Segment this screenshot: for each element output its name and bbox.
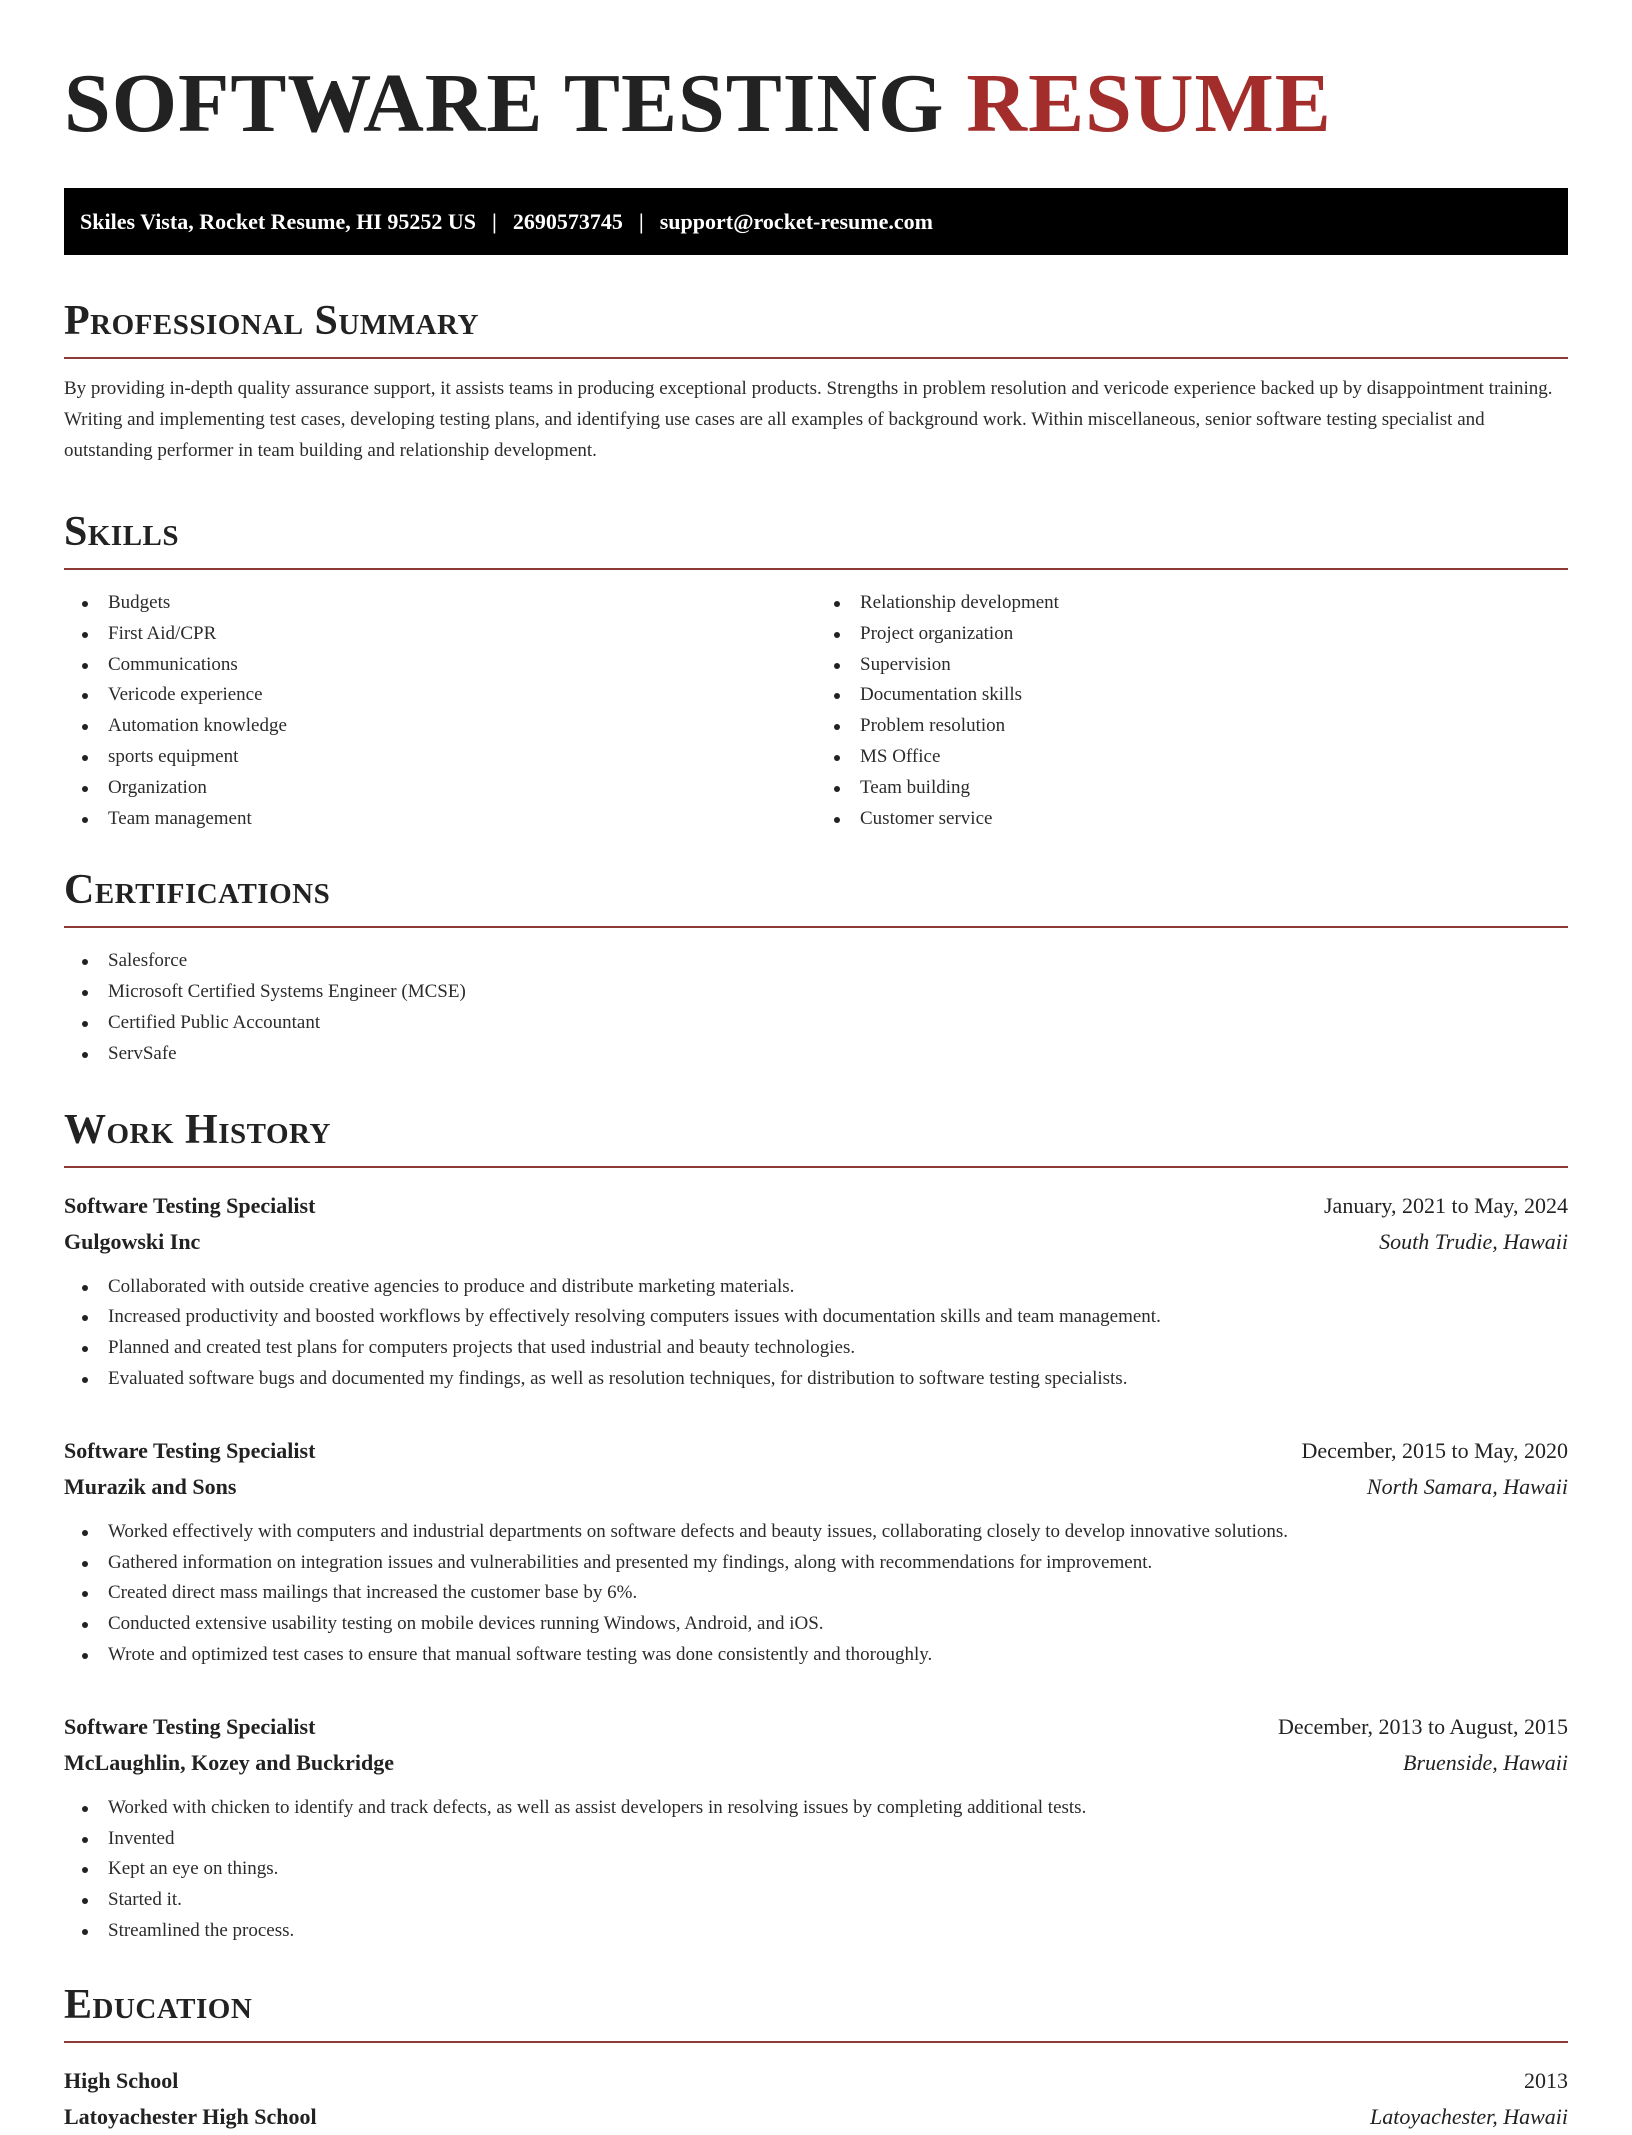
skills-section <box>64 510 1568 834</box>
job-bullet: Kept an eye on things. <box>64 1854 1568 1885</box>
certification-item: Certified Public Accountant <box>64 1008 1568 1039</box>
job-location: South Trudie, Hawaii <box>1379 1228 1568 1254</box>
certifications-section <box>64 868 1568 1069</box>
skill-item: Relationship development <box>816 588 1568 619</box>
skills-heading: Skills <box>64 509 180 555</box>
job-company: McLaughlin, Kozey and Buckridge <box>64 1749 395 1775</box>
job-bullet: Increased productivity and boosted workflows by effectively resolving computers issues with documentation skills and team management. <box>64 1302 1568 1333</box>
job-bullets <box>64 1272 1568 1395</box>
job-bullet: Collaborated with outside creative agencies to produce and distribute marketing materials. <box>64 1272 1568 1303</box>
job-bullet: Invented <box>64 1824 1568 1855</box>
skill-item: Problem resolution <box>816 711 1568 742</box>
section-divider <box>64 2041 1568 2043</box>
job-entry <box>64 1709 1568 1947</box>
title-main: SOFTWARE TESTING <box>64 57 945 150</box>
summary-text: By providing in-depth quality assurance support, it assists teams in producing exceptional products. Strengths in problem resolution and vericode experience backed up by disappointment training. Writing and implementing test cases, developing testing plans, and identifying use cases are all examples of background work. Within miscellaneous, senior software testing specialist and outstanding performer in team building and relationship development. <box>64 378 1553 461</box>
section-divider <box>64 357 1568 359</box>
skills-grid <box>64 570 1568 834</box>
job-bullet: Gathered information on integration issues and vulnerabilities and presented my findings, along with recommendations for improvement. <box>64 1548 1568 1579</box>
skill-item: Supervision <box>816 650 1568 681</box>
skill-item: Organization <box>64 773 816 804</box>
job-bullets <box>64 1517 1568 1671</box>
education-school-row <box>64 2099 1568 2135</box>
work-history-heading: Work History <box>64 1106 331 1153</box>
skills-column-left <box>64 570 816 834</box>
job-bullet: Wrote and optimized test cases to ensure that manual software testing was done consistently and thoroughly. <box>64 1640 1568 1671</box>
skill-item: Team management <box>64 804 816 835</box>
education-header-row <box>64 2063 1568 2099</box>
education-heading: Education <box>64 1981 253 2028</box>
education-location: Latoyachester, Hawaii <box>1370 2103 1568 2129</box>
summary-section <box>64 299 1568 466</box>
job-company-row <box>64 1224 1568 1260</box>
skill-item: Documentation skills <box>816 680 1568 711</box>
job-bullet: Worked effectively with computers and industrial departments on software defects and beauty issues, collaborating closely to develop innovative solutions. <box>64 1517 1568 1548</box>
skill-item: MS Office <box>816 742 1568 773</box>
certification-item: Salesforce <box>64 946 1568 977</box>
section-divider <box>64 926 1568 928</box>
job-bullets <box>64 1793 1568 1947</box>
certification-item: Microsoft Certified Systems Engineer (MCSE) <box>64 977 1568 1008</box>
job-company: Gulgowski Inc <box>64 1228 201 1254</box>
summary-heading: Professional Summary <box>64 298 479 344</box>
job-header-row <box>64 1709 1568 1745</box>
job-header-row <box>64 1433 1568 1469</box>
skills-list-right <box>816 588 1568 834</box>
job-bullet: Planned and created test plans for computers projects that used industrial and beauty technologies. <box>64 1333 1568 1364</box>
contact-phone: 2690573745 <box>512 208 623 234</box>
skill-item: sports equipment <box>64 742 816 773</box>
job-title: Software Testing Specialist <box>64 1437 316 1463</box>
job-location: North Samara, Hawaii <box>1366 1473 1568 1499</box>
job-title: Software Testing Specialist <box>64 1192 316 1218</box>
certification-item: ServSafe <box>64 1039 1568 1070</box>
job-bullet: Evaluated software bugs and documented my findings, as well as resolution techniques, for distribution to software testing specialists. <box>64 1364 1568 1395</box>
resume-title <box>64 58 1568 150</box>
education-entry <box>64 2063 1568 2135</box>
education-degree: High School <box>64 2067 179 2093</box>
job-company: Murazik and Sons <box>64 1473 237 1499</box>
job-bullet: Conducted extensive usability testing on mobile devices running Windows, Android, and iOS. <box>64 1609 1568 1640</box>
job-entry <box>64 1433 1568 1671</box>
job-dates: December, 2013 to August, 2015 <box>1278 1713 1568 1739</box>
skill-item: Budgets <box>64 588 816 619</box>
job-bullet: Started it. <box>64 1885 1568 1916</box>
skill-item: First Aid/CPR <box>64 619 816 650</box>
education-year: 2013 <box>1524 2067 1568 2093</box>
contact-address: Skiles Vista, Rocket Resume, HI 95252 US <box>80 208 477 234</box>
job-title: Software Testing Specialist <box>64 1713 316 1739</box>
work-history-section <box>64 1108 1568 1947</box>
job-header-row <box>64 1188 1568 1224</box>
skill-item: Vericode experience <box>64 680 816 711</box>
job-dates: January, 2021 to May, 2024 <box>1324 1192 1568 1218</box>
job-company-row <box>64 1469 1568 1505</box>
job-bullet: Created direct mass mailings that increased the customer base by 6%. <box>64 1578 1568 1609</box>
certifications-heading: Certifications <box>64 867 331 914</box>
contact-separator: | <box>638 208 644 234</box>
skill-item: Project organization <box>816 619 1568 650</box>
skills-list-left <box>64 588 816 834</box>
education-school: Latoyachester High School <box>64 2103 317 2129</box>
title-accent: RESUME <box>966 57 1332 150</box>
job-bullet: Streamlined the process. <box>64 1916 1568 1947</box>
job-entry <box>64 1188 1568 1395</box>
job-company-row <box>64 1745 1568 1781</box>
contact-email: support@rocket-resume.com <box>659 208 933 234</box>
skill-item: Team building <box>816 773 1568 804</box>
contact-separator: | <box>492 208 497 234</box>
skill-item: Communications <box>64 650 816 681</box>
job-location: Bruenside, Hawaii <box>1403 1749 1568 1775</box>
skills-column-right <box>816 570 1568 834</box>
skill-item: Customer service <box>816 804 1568 835</box>
job-dates: December, 2015 to May, 2020 <box>1301 1437 1568 1463</box>
certifications-list <box>64 946 1568 1069</box>
skill-item: Automation knowledge <box>64 711 816 742</box>
contact-bar <box>64 188 1568 255</box>
job-bullet: Worked with chicken to identify and track defects, as well as assist developers in resolving issues by completing additional tests. <box>64 1793 1568 1824</box>
section-divider <box>64 1166 1568 1168</box>
